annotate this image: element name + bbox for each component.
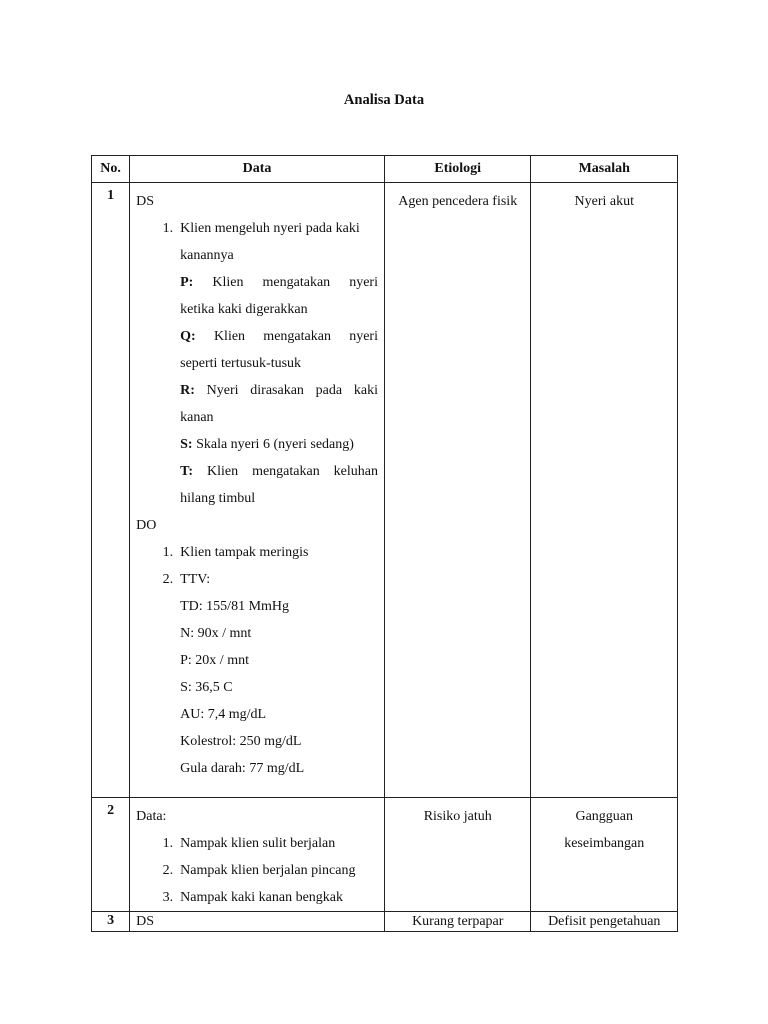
list-number: 1.: [162, 836, 174, 851]
list-item: [136, 857, 378, 884]
masalah-text: Gangguan: [575, 809, 634, 824]
list-text: Nampak klien berjalan pincang: [180, 863, 356, 878]
list-text: [180, 215, 378, 269]
masalah-cell: [531, 798, 678, 912]
header-data: Data: [130, 156, 385, 183]
data-cell: [130, 912, 385, 932]
list-item: [136, 884, 378, 911]
masalah-text: Nyeri akut: [574, 194, 634, 209]
masalah-text: keseimbangan: [564, 836, 645, 851]
list-number: 1.: [162, 545, 174, 560]
pqrst-item: [136, 377, 378, 431]
table-row: [92, 912, 678, 932]
list-number: 1.: [162, 221, 174, 236]
etiologi-cell: [384, 183, 531, 798]
list-text: Nampak kaki kanan bengkak: [180, 890, 344, 905]
list-item: [136, 830, 378, 857]
list-text-line: Klien mengeluh nyeri pada kaki: [180, 221, 360, 236]
list-item: [136, 566, 378, 593]
pqrst-text-cont: kanan: [180, 410, 214, 425]
pqrst-item: [136, 458, 378, 512]
pqrst-text-cont: hilang timbul: [180, 491, 256, 506]
pqrst-text: Klien mengatakan nyeri: [195, 329, 378, 344]
list-number: 2.: [162, 572, 174, 587]
pqrst-item: [136, 323, 378, 377]
pqrst-item: [136, 431, 378, 458]
ttv-td: TD: 155/81 MmHg: [180, 599, 290, 614]
pqrst-text: Nyeri dirasakan pada kaki: [194, 383, 378, 398]
header-masalah: Masalah: [531, 156, 678, 183]
list-number: 3.: [162, 890, 174, 905]
list-text: Nampak klien sulit berjalan: [180, 836, 336, 851]
pqrst-text-cont: ketika kaki digerakkan: [180, 302, 308, 317]
masalah-cell: [531, 183, 678, 798]
list-text-line: kanannya: [180, 248, 234, 263]
list-item: [136, 215, 378, 269]
row-number: 2: [92, 798, 130, 912]
pqrst-text: Klien mengatakan nyeri: [193, 275, 378, 290]
ttv-au: AU: 7,4 mg/dL: [180, 707, 267, 722]
header-no: No.: [92, 156, 130, 183]
etiologi-text: Risiko jatuh: [423, 809, 492, 824]
pqrst-key: R:: [180, 383, 195, 398]
etiologi-text: Kurang terpapar: [412, 914, 504, 929]
header-etiologi: Etiologi: [384, 156, 531, 183]
pqrst-key: P:: [180, 275, 194, 290]
table-row: [92, 798, 678, 912]
pqrst-key: T:: [180, 464, 194, 479]
ttv-kolestrol: Kolestrol: 250 mg/dL: [180, 734, 302, 749]
list-item: [136, 539, 378, 566]
analisa-data-table: [91, 155, 678, 932]
data-label: DS: [136, 914, 155, 929]
ttv-n: N: 90x / mnt: [180, 626, 252, 641]
page-title: Analisa Data: [343, 92, 425, 108]
ttv-p: P: 20x / mnt: [180, 653, 249, 668]
etiologi-cell: [384, 798, 531, 912]
table-header-row: [92, 156, 678, 183]
data-cell: [130, 798, 385, 912]
table-row: [92, 183, 678, 798]
masalah-text: Defisit pengetahuan: [548, 914, 661, 929]
etiologi-text: Agen pencedera fisik: [398, 194, 518, 209]
pqrst-key: S:: [180, 437, 193, 452]
row-number: 3: [92, 912, 130, 932]
pqrst-item: [136, 269, 378, 323]
data-label: Data:: [136, 809, 167, 824]
masalah-cell: [531, 912, 678, 932]
etiologi-cell: [384, 912, 531, 932]
data-cell: [130, 183, 385, 798]
pqrst-text: Skala nyeri 6 (nyeri sedang): [192, 437, 354, 452]
do-label: DO: [136, 518, 157, 533]
ttv-list: [136, 593, 378, 782]
pqrst-key: Q:: [180, 329, 196, 344]
list-number: 2.: [162, 863, 174, 878]
ttv-gula-darah: Gula darah: 77 mg/dL: [180, 761, 305, 776]
row-number: 1: [92, 183, 130, 798]
list-text: TTV:: [180, 572, 211, 587]
ds-label: DS: [136, 194, 155, 209]
pqrst-text-cont: seperti tertusuk-tusuk: [180, 356, 302, 371]
ttv-s: S: 36,5 C: [180, 680, 233, 695]
list-text: Klien tampak meringis: [180, 545, 309, 560]
pqrst-text: Klien mengatakan keluhan: [193, 464, 378, 479]
